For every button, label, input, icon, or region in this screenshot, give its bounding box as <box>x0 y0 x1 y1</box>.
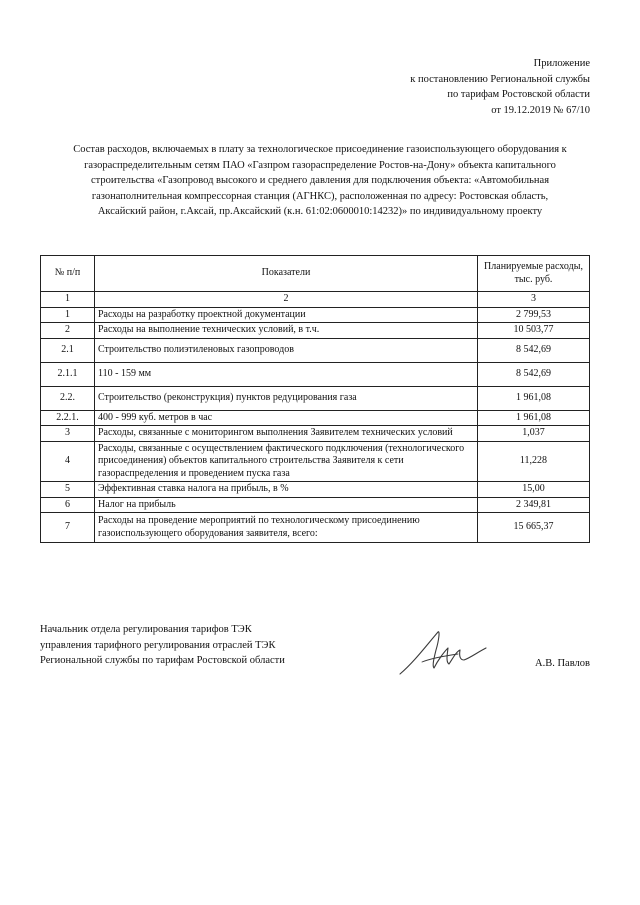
row-name: Налог на прибыль <box>95 497 478 513</box>
row-num: 2.1.1 <box>41 362 95 386</box>
row-value: 8 542,69 <box>478 338 590 362</box>
costs-table <box>40 255 590 543</box>
row-num: 3 <box>41 426 95 442</box>
index-cell: 1 <box>41 292 95 308</box>
header-num: № п/п <box>41 256 95 292</box>
table-row <box>41 441 590 482</box>
position-line: Региональной службы по тарифам Ростовской области <box>40 655 285 666</box>
row-value: 8 542,69 <box>478 362 590 386</box>
table-row <box>41 497 590 513</box>
row-name: Эффективная ставка налога на прибыль, в % <box>95 482 478 498</box>
row-value: 15,00 <box>478 482 590 498</box>
row-name: Расходы на проведение мероприятий по технологическому присоединению газоиспользующего оборудования заявителя, всего: <box>95 513 478 543</box>
row-value: 1 961,08 <box>478 410 590 426</box>
table-row <box>41 307 590 323</box>
row-num: 2 <box>41 323 95 339</box>
table-row <box>41 426 590 442</box>
heading-line: газонаполнительная компрессорная станция (АГНКС), расположенная по адресу: Ростовская область, <box>91 190 549 202</box>
appendix-line: к постановлению Региональной службы <box>410 73 590 85</box>
heading-line: Аксайский район, г.Аксай, пр.Аксайский (к.н. 61:02:0600010:14232)» по индивидуальному проекту <box>97 206 543 217</box>
row-name: 400 - 999 куб. метров в час <box>95 410 478 426</box>
index-cell: 3 <box>478 292 590 308</box>
row-name: Строительство полиэтиленовых газопроводов <box>95 338 478 362</box>
header-value: Планируемые расходы, тыс. руб. <box>478 256 590 292</box>
row-num: 2.2. <box>41 386 95 410</box>
signer-name: А.В. Павлов <box>535 658 590 669</box>
table-row <box>41 323 590 339</box>
heading-line: строительства «Газопровод высокого и среднего давления для подключения объекта: «Автомобильная <box>90 175 550 186</box>
row-num: 2.1 <box>41 338 95 362</box>
row-name: Строительство (реконструкция) пунктов редуцирования газа <box>95 386 478 410</box>
position-line: управления тарифного регулирования отраслей ТЭК <box>40 639 276 651</box>
table-row <box>41 513 590 543</box>
row-name: Расходы, связанные с мониторингом выполнения Заявителем технических условий <box>95 426 478 442</box>
signatory-position <box>40 622 360 669</box>
row-num: 5 <box>41 482 95 498</box>
index-cell: 2 <box>95 292 478 308</box>
table-row <box>41 386 590 410</box>
row-name: 110 - 159 мм <box>95 362 478 386</box>
row-value: 15 665,37 <box>478 513 590 543</box>
position-line: Начальник отдела регулирования тарифов ТЭК <box>40 624 252 635</box>
document-heading <box>40 142 600 220</box>
row-name: Расходы на выполнение технических условий, в т.ч. <box>95 323 478 339</box>
row-num: 7 <box>41 513 95 543</box>
row-name: Расходы на разработку проектной документации <box>95 307 478 323</box>
appendix-line: по тарифам Ростовской области <box>447 89 590 100</box>
appendix-block <box>270 56 590 118</box>
handwritten-signature <box>392 622 492 682</box>
row-num: 6 <box>41 497 95 513</box>
table-index-row <box>41 292 590 308</box>
row-value: 2 799,53 <box>478 307 590 323</box>
row-value: 1 961,08 <box>478 386 590 410</box>
row-num: 4 <box>41 441 95 482</box>
row-num: 1 <box>41 307 95 323</box>
table-header-row <box>41 256 590 292</box>
header-name: Показатели <box>95 256 478 292</box>
table-row <box>41 410 590 426</box>
heading-line: Состав расходов, включаемых в плату за технологическое присоединение газоиспользующего оборудования к <box>73 144 567 155</box>
row-name: Расходы, связанные с осуществлением фактического подключения (технологического присоединения) объектов капитального строительства Заявителя к сети газораспределения и проведением пуска газа <box>95 441 478 482</box>
heading-line: газораспределительным сетям ПАО «Газпром газораспределение Ростов-на-Дону» объекта капитального <box>84 159 556 171</box>
row-value: 10 503,77 <box>478 323 590 339</box>
row-num: 2.2.1. <box>41 410 95 426</box>
row-value: 11,228 <box>478 441 590 482</box>
table-row <box>41 362 590 386</box>
table-row <box>41 482 590 498</box>
row-value: 2 349,81 <box>478 497 590 513</box>
row-value: 1,037 <box>478 426 590 442</box>
appendix-line: от 19.12.2019 № 67/10 <box>491 104 590 116</box>
table-row <box>41 338 590 362</box>
appendix-line: Приложение <box>533 58 590 69</box>
